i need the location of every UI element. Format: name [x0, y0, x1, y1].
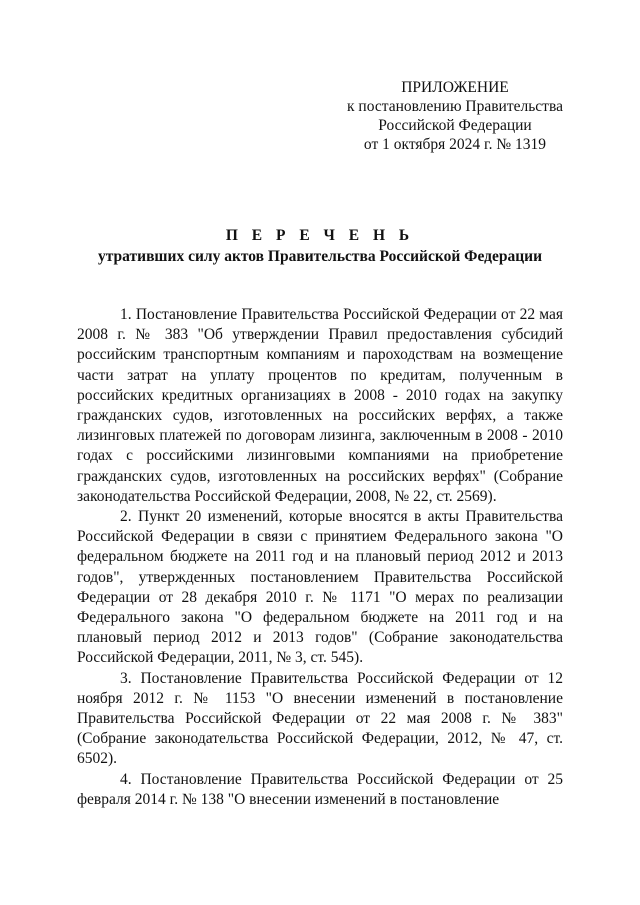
appendix-label: ПРИЛОЖЕНИЕ	[401, 79, 509, 96]
list-item: 1. Постановление Правительства Российской Федерации от 22 мая 2008 г. № 383 "Об утверждении Правил предоставления субсидий российским транспортным компаниям и пароходствам на возмещение части затрат на уплату процентов по кредитам, полученным в российских кредитных организациях в 2008 - 2010 годах на закупку гражданских судов, изготовленных на российских верфях, а также лизинговых платежей по договорам лизинга, заключенным в 2008 - 2010 годах с российскими лизинговыми компаниями на приобретение гражданских судов, изготовленных на российских верфях" (Собрание законодательства Российской Федерации, 2008, № 22, ст. 2569).	[77, 306, 563, 505]
list-item: 4. Постановление Правительства Российской Федерации от 25 февраля 2014 г. № 138 "О внесении изменений в постановление	[77, 770, 563, 808]
document-body	[77, 305, 563, 810]
document-title: П Е Р Е Ч Е Н Ь	[225, 227, 415, 244]
appendix-authority: Российской Федерации	[378, 117, 532, 134]
appendix-header	[300, 78, 610, 154]
list-item: 3. Постановление Правительства Российской Федерации от 12 ноября 2012 г. № 1153 "О внесении изменений в постановление Правительства Российской Федерации от 22 мая 2008 г. № 383" (Собрание законодательства Российской Федерации, 2012, № 47, ст. 6502).	[77, 669, 563, 768]
document-subtitle: утративших силу актов Правительства Российской Федерации	[98, 248, 542, 265]
appendix-reference: к постановлению Правительства	[347, 98, 563, 115]
appendix-date-number: от 1 октября 2024 г. № 1319	[363, 136, 547, 153]
list-item: 2. Пункт 20 изменений, которые вносятся в акты Правительства Российской Федерации в связи с принятием Федерального закона "О федеральном бюджете на 2011 год и на плановый период 2012 и 2013 годов", утвержденных постановлением Правительства Российской Федерации от 28 декабря 2010 г. № 1171 "О мерах по реализации Федерального закона "О федеральном бюджете на 2011 год и на плановый период 2012 и 2013 годов" (Собрание законодательства Российской Федерации, 2011, № 3, ст. 545).	[77, 508, 563, 667]
